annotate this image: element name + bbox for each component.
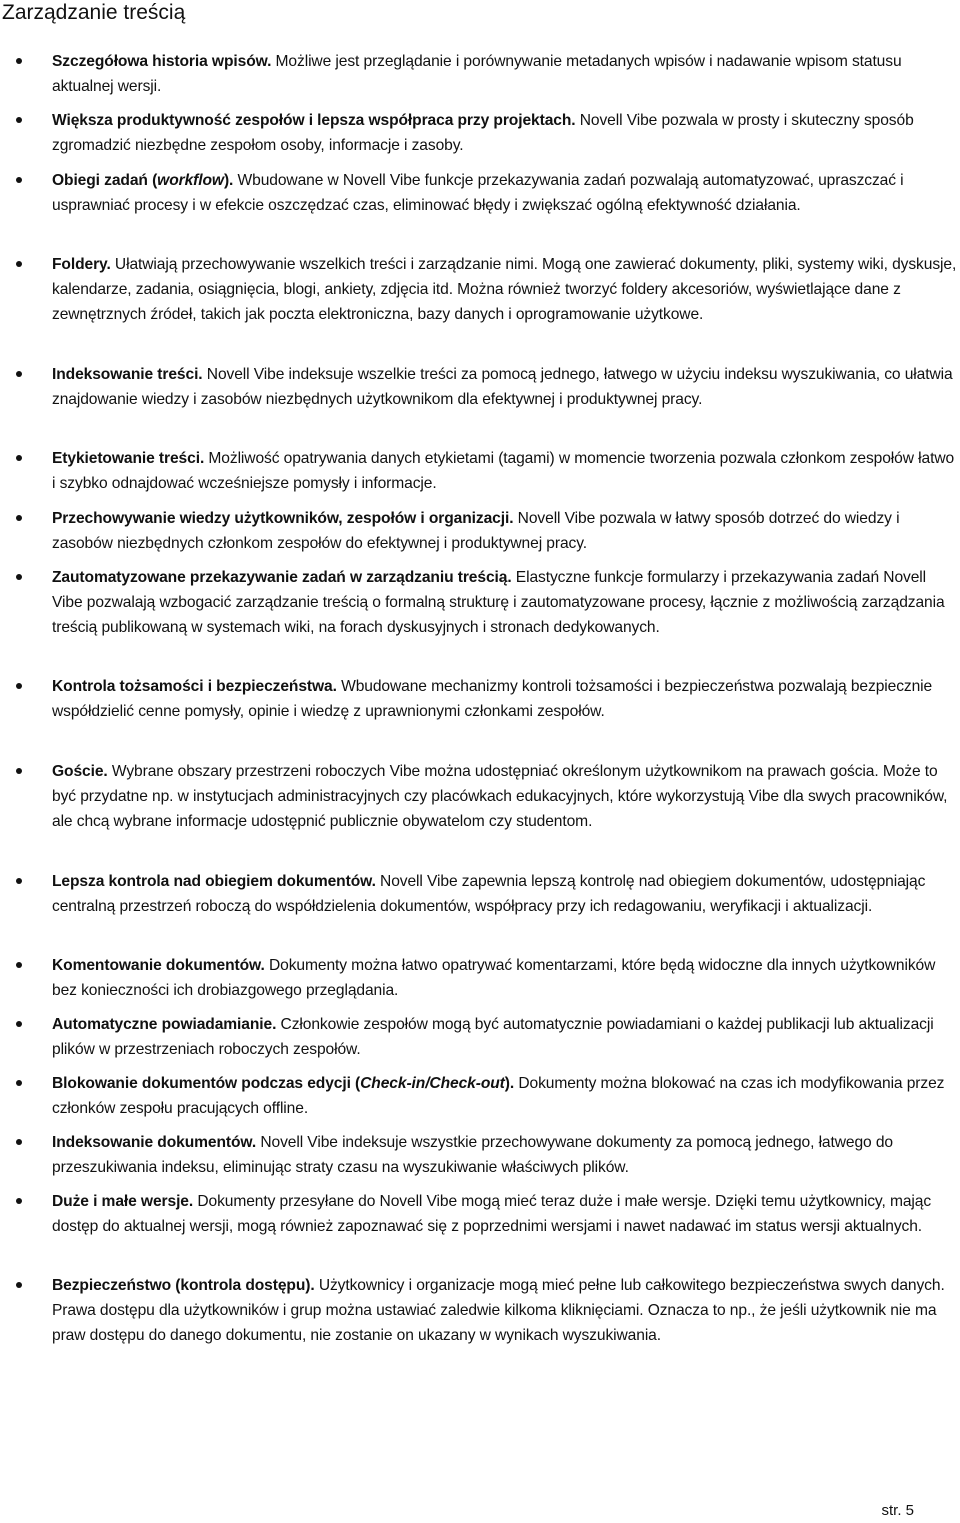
item-text: Możliwe jest przeglądanie i porównywanie metadanych wpisów i nadawanie wpisom statusu aktualnej wersji. [52, 53, 902, 95]
item-lead: Indeksowanie treści. [52, 366, 203, 383]
item-lead: Większa produktywność zespołów i lepsza współpraca przy projektach. [52, 112, 576, 129]
item-text: Novell Vibe indeksuje wszystkie przechowywane dokumenty za pomocą jednego, łatwego do przeszukiwania indeksu, eliminując straty czasu na wyszukiwanie właściwych plików. [52, 1134, 893, 1176]
list-item [52, 362, 960, 412]
item-lead: Goście. [52, 763, 108, 780]
list-item [52, 1012, 960, 1062]
item-text: Novell Vibe pozwala w prosty i skuteczny sposób zgromadzić niezbędne zespołom osoby, informacje i zasoby. [52, 112, 914, 154]
item-lead: Automatyczne powiadamianie. [52, 1016, 277, 1033]
list-item [52, 674, 960, 724]
item-lead: Szczegółowa historia wpisów. [52, 53, 272, 70]
page-title: Zarządzanie treścią [2, 1, 186, 24]
item-text: Elastyczne funkcje formularzy i przekazywania zadań Novell Vibe pozwalają wzbogacić zarządzanie treścią o formalną strukturę i zautomatyzowane procesy, łącznie z możliwością zarządzania treścią publikowaną w systemach wiki, na forach dyskusyjnych i stronach dedykowanych. [52, 569, 945, 636]
list-item [52, 168, 960, 218]
item-text: Możliwość opatrywania danych etykietami (tagami) w momencie tworzenia pozwala członkom zespołów łatwo i szybko odnajdować wcześniejsze pomysły i informacje. [52, 450, 955, 492]
page-number: str. 5 [881, 1502, 914, 1519]
item-text: Dokumenty przesyłane do Novell Vibe mogą mieć teraz duże i małe wersje. Dzięki temu użytkownicy, mając dostęp do aktualnej wersji, mogą również zapoznawać się z poprzednimi wersjami i nawet nadawać im status wersji aktualnych. [52, 1193, 932, 1235]
item-lead: Kontrola tożsamości i bezpieczeństwa. [52, 678, 337, 695]
list-item [52, 252, 960, 327]
item-text: Wbudowane w Novell Vibe funkcje przekazywania zadań pozwalają automatyzować, upraszczać i usprawniać procesy i w efekcie oszczędzać czas, eliminować błędy i zwiększać ogólną efektywność działania. [52, 172, 904, 214]
item-lead-end: ). [504, 1075, 515, 1092]
item-text: Novell Vibe zapewnia lepszą kontrolę nad obiegiem dokumentów, udostępniając centralną przestrzeń roboczą do współdzielenia dokumentów, współpracy przy ich redagowaniu, weryfikacji i aktualizacji. [52, 873, 926, 915]
item-lead: Komentowanie dokumentów. [52, 957, 265, 974]
list-item [52, 953, 960, 1003]
item-lead: Przechowywanie wiedzy użytkowników, zespołów i organizacji. [52, 510, 514, 527]
item-text: Użytkownicy i organizacje mogą mieć pełne lub całkowitego bezpieczeństwa swych danych. Prawa dostępu dla użytkowników i grup można ustawiać zaledwie kilkoma kliknięciami. Oznacza to np., że jeśli użytkownik nie ma praw dostępu do danego dokumentu, nie zostanie on ukazany w wynikach wyszukiwania. [52, 1277, 945, 1344]
list-item [52, 759, 960, 834]
list-item [52, 869, 960, 919]
item-lead [52, 172, 233, 189]
list-item [52, 446, 960, 496]
item-text: Członkowie zespołów mogą być automatycznie powiadamiani o każdej publikacji lub aktualizacji plików w przestrzeniach roboczych zespołów. [52, 1016, 934, 1058]
item-lead-italic: workflow [157, 172, 224, 189]
item-text: Wbudowane mechanizmy kontroli tożsamości i bezpieczeństwa pozwalają bezpiecznie współdzielić cenne pomysły, opinie i wiedzę z uprawnionymi członkami zespołów. [52, 678, 933, 720]
item-text: Ułatwiają przechowywanie wszelkich treści i zarządzanie nimi. Mogą one zawierać dokumenty, pliki, systemy wiki, dyskusje, kalendarze, zadania, osiągnięcia, blogi, ankiety, zdjęcia itd. Można również tworzyć foldery akcesoriów, wyświetlające dane z zewnętrznych źródeł, takich jak poczta elektroniczna, bazy danych i oprogramowanie użytkowe. [52, 256, 957, 323]
item-lead: Bezpieczeństwo (kontrola dostępu). [52, 1277, 315, 1294]
item-lead: Foldery. [52, 256, 111, 273]
item-lead-italic: Check-in/Check-out [360, 1075, 505, 1092]
item-lead: Etykietowanie treści. [52, 450, 205, 467]
item-text: Novell Vibe pozwala w łatwy sposób dotrzeć do wiedzy i zasobów niezbędnych członkom zespołów do efektywnej i produktywnej pracy. [52, 510, 900, 552]
item-lead-start: Blokowanie dokumentów podczas edycji ( [52, 1075, 361, 1092]
list-item [52, 1189, 960, 1239]
list-item [52, 1273, 960, 1348]
item-lead [52, 1075, 514, 1092]
list-item [52, 1071, 960, 1121]
item-lead-end: ). [223, 172, 234, 189]
list-item [52, 108, 960, 158]
list-item [52, 506, 960, 556]
item-lead: Lepsza kontrola nad obiegiem dokumentów. [52, 873, 376, 890]
item-text: Novell Vibe indeksuje wszelkie treści za pomocą jednego, łatwego w użyciu indeksu wyszukiwania, co ułatwia znajdowanie wiedzy i zasobów niezbędnych użytkownikom dla efektywnej i produktywnej pracy. [52, 366, 953, 408]
item-text: Wybrane obszary przestrzeni roboczych Vibe można udostępniać określonym użytkownikom na prawach gościa. Może to być przydatne np. w instytucjach administracyjnych czy placówkach edukacyjnych, które wykorzystują Vibe dla swych pracowników, ale chcą wybrane informacje udostępnić publicznie obywatelom czy studentom. [52, 763, 948, 830]
item-lead: Zautomatyzowane przekazywanie zadań w zarządzaniu treścią. [52, 569, 512, 586]
list-item [52, 565, 960, 640]
item-text: Dokumenty można łatwo opatrywać komentarzami, które będą widoczne dla innych użytkowników bez konieczności ich drobiazgowego przeglądania. [52, 957, 936, 999]
list-item [52, 1130, 960, 1180]
list-item [52, 49, 960, 99]
item-text: Dokumenty można blokować na czas ich modyfikowania przez członków zespołu pracujących offline. [52, 1075, 945, 1117]
item-lead-start: Obiegi zadań ( [52, 172, 158, 189]
item-lead: Duże i małe wersje. [52, 1193, 194, 1210]
item-lead: Indeksowanie dokumentów. [52, 1134, 257, 1151]
